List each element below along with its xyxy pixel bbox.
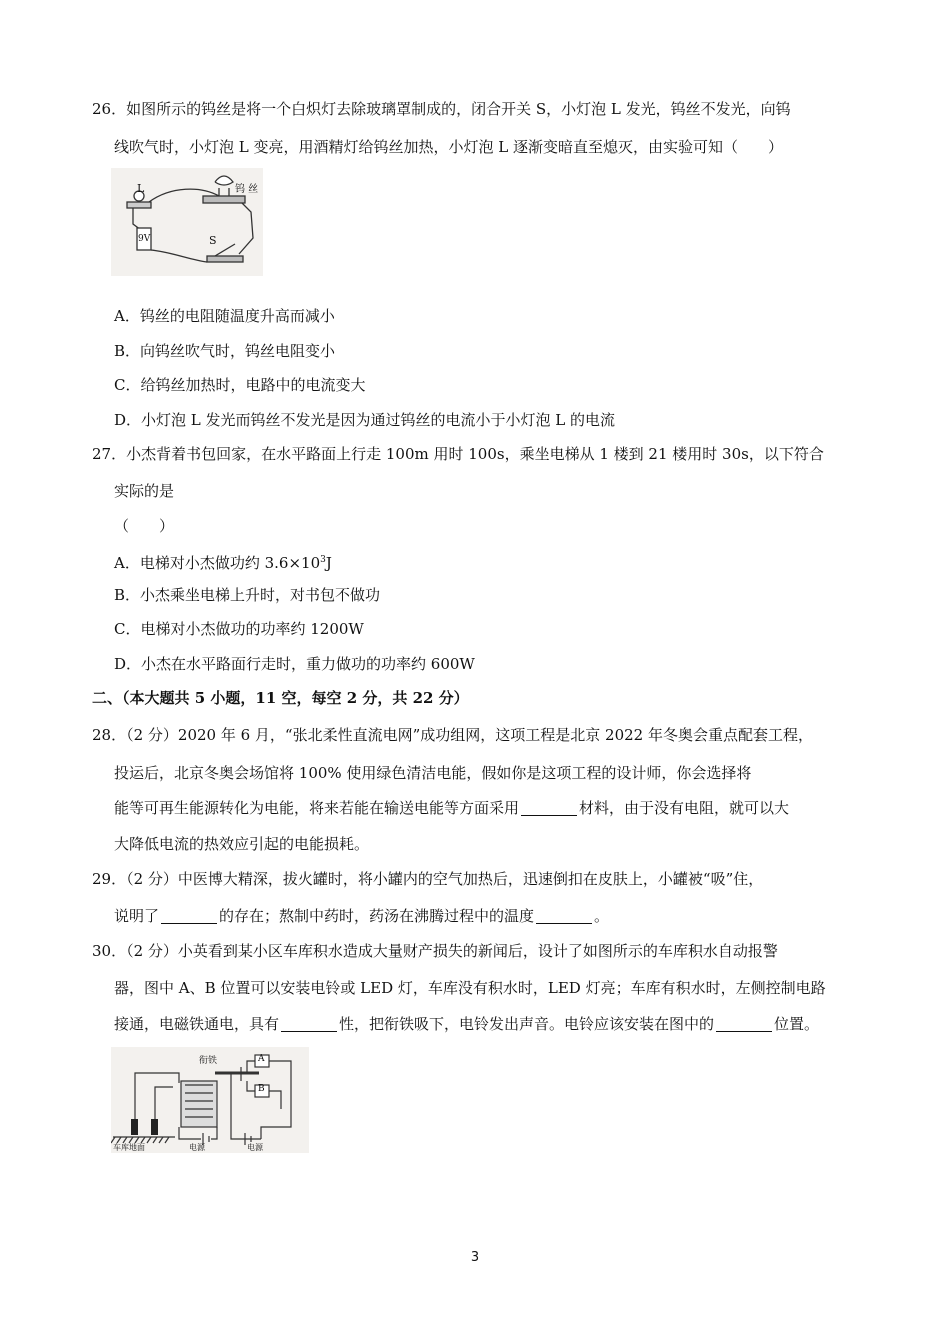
q30-floor-label: 车库地面 <box>113 1143 145 1152</box>
q29-line2-c: 。 <box>594 907 610 925</box>
q29-line1: 29．（2 分）中医博大精深，拔火罐时，将小罐内的空气加热后，迅速倒扣在皮肤上，小罐被“吸”住， <box>92 870 764 888</box>
q26-circuit-figure <box>111 168 263 276</box>
q27-option-d: D．小杰在水平路面行走时，重力做功的功率约 600W <box>114 655 475 673</box>
q27-option-a <box>114 549 332 574</box>
q29-answer-blank-1[interactable] <box>161 908 217 924</box>
q30-power-label-1: 电源 <box>189 1143 205 1152</box>
q26-option-b: B．向钨丝吹气时，钨丝电阻变小 <box>114 342 336 360</box>
q30-b-label: B <box>258 1084 265 1094</box>
q28-line4: 大降低电流的热效应引起的电能损耗。 <box>114 835 370 853</box>
q30-armature-label: 衔铁 <box>199 1056 218 1066</box>
q28-line1: 28．（2 分）2020 年 6 月，“张北柔性直流电网”成功组网，这项工程是北京 2022 年冬奥会重点配套工程， <box>92 726 813 744</box>
q30-line1: 30．（2 分）小英看到某小区车库积水造成大量财产损失的新闻后，设计了如图所示的车库积水自动报警 <box>92 942 778 960</box>
q30-alarm-figure <box>111 1047 309 1153</box>
q26-option-a: A．钨丝的电阻随温度升高而减小 <box>114 307 335 325</box>
page-number: 3 <box>470 1250 480 1265</box>
q29-line2-a: 说明了 <box>114 907 160 925</box>
q26-option-d: D．小灯泡 L 发光而钨丝不发光是因为通过钨丝的电流小于小灯泡 L 的电流 <box>114 411 616 429</box>
q29-answer-blank-2[interactable] <box>536 908 592 924</box>
q26-switch-label: S <box>209 234 217 247</box>
q28-line3-a: 能等可再生能源转化为电能，将来若能在输送电能等方面采用 <box>114 799 520 817</box>
q30-line3-c: 位置。 <box>774 1015 820 1033</box>
q28-line2: 投运后，北京冬奥会场馆将 100% 使用绿色清洁电能，假如你是这项工程的设计师，你会选择将 <box>114 764 752 782</box>
q27-answer-paren: （ ） <box>114 517 175 535</box>
q27-stem-line1: 27．小杰背着书包回家，在水平路面上行走 100m 用时 100s，乘坐电梯从 1 楼到 21 楼用时 30s，以下符合 <box>92 445 824 463</box>
q30-line3 <box>114 1013 819 1035</box>
q27-option-a-unit: J <box>325 554 332 572</box>
q30-answer-blank-2[interactable] <box>716 1016 772 1032</box>
q28-answer-blank[interactable] <box>521 800 577 816</box>
q26-battery-label: 9V <box>138 234 151 244</box>
q29-line2 <box>114 905 609 927</box>
q27-option-c: C．电梯对小杰做功的功率约 1200W <box>114 620 364 638</box>
q27-option-a-text: A．电梯对小杰做功约 3.6×10 <box>114 554 321 572</box>
q28-line3 <box>114 797 789 819</box>
q30-power-label-2: 电源 <box>247 1143 263 1152</box>
q26-option-c: C．给钨丝加热时，电路中的电流变大 <box>114 376 366 394</box>
q27-stem-line2: 实际的是 <box>114 482 175 500</box>
q26-stem-line1: 26．如图所示的钨丝是将一个白炽灯去除玻璃罩制成的，闭合开关 S，小灯泡 L 发光，钨丝不发光，向钨 <box>92 100 791 118</box>
q27-option-b: B．小杰乘坐电梯上升时，对书包不做功 <box>114 586 381 604</box>
section-2-heading: 二、（本大题共 5 小题，11 空，每空 2 分，共 22 分） <box>92 689 469 707</box>
q30-a-label: A <box>258 1054 265 1064</box>
q26-stem-line2: 线吹气时，小灯泡 L 变亮，用酒精灯给钨丝加热，小灯泡 L 逐渐变暗直至熄灭，由实验可知（ ） <box>114 138 783 156</box>
q26-lamp-label: L <box>137 182 145 195</box>
q30-line3-a: 接通，电磁铁通电，具有 <box>114 1015 280 1033</box>
q29-line2-b: 的存在；熬制中药时，药汤在沸腾过程中的温度 <box>219 907 535 925</box>
q30-answer-blank-1[interactable] <box>281 1016 337 1032</box>
q28-line3-b: 材料，由于没有电阻，就可以大 <box>579 799 790 817</box>
q30-line2: 器，图中 A、B 位置可以安装电铃或 LED 灯，车库没有积水时，LED 灯亮；车库有积水时，左侧控制电路 <box>114 979 826 997</box>
q26-wire-label: 钨 丝 <box>235 184 259 195</box>
q27-option-a-exponent: 3 <box>320 555 326 565</box>
q30-line3-b: 性，把衔铁吸下，电铃发出声音。电铃应该安装在图中的 <box>339 1015 715 1033</box>
